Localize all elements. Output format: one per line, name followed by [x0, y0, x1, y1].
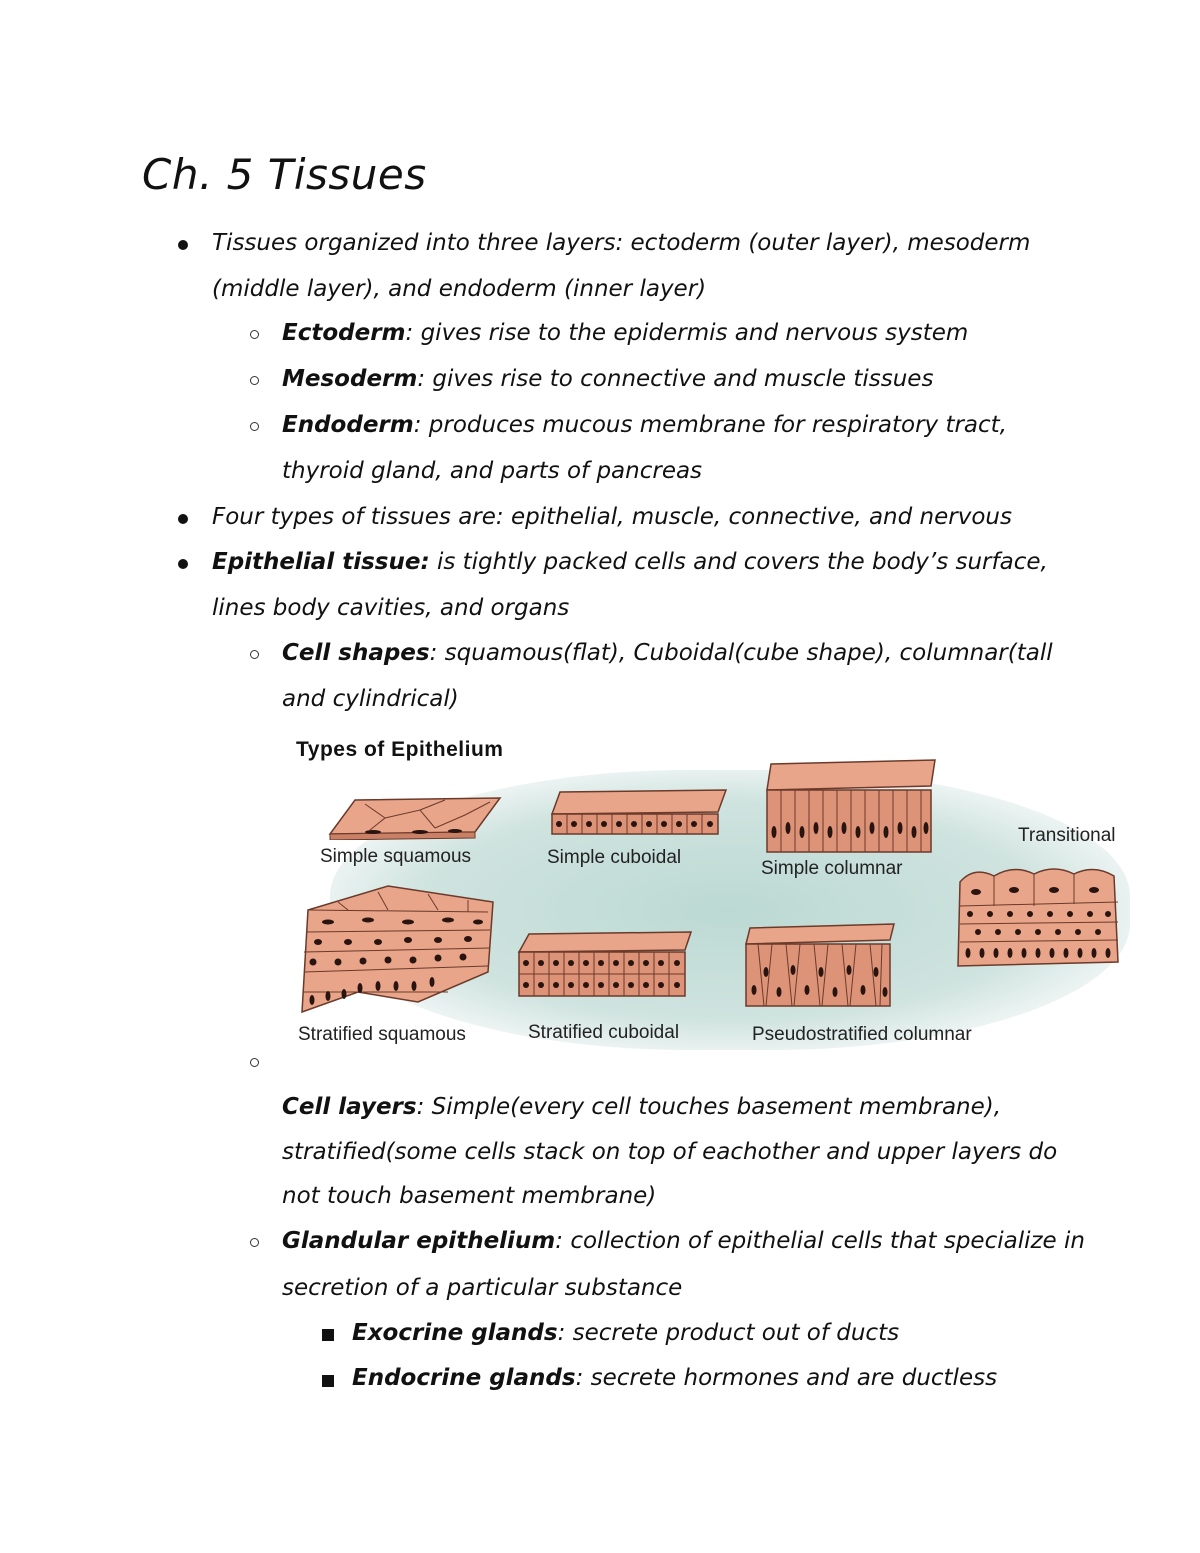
- term-epithelial: Epithelial tissue:: [212, 549, 430, 575]
- text-line: [282, 318, 968, 348]
- term-cell-shapes: Cell shapes: [282, 640, 430, 666]
- term-text: is tightly packed cells and covers the body’s surface,: [429, 549, 1048, 575]
- pseudostratified-columnar-illustration: [742, 920, 897, 1010]
- epithelium-figure: [290, 730, 1140, 1055]
- text-line: [352, 1318, 899, 1348]
- sub-sub-bullet-square: [322, 1329, 334, 1341]
- sub-bullet-circle: [250, 376, 259, 385]
- stratified-cuboidal-illustration: [515, 928, 695, 1000]
- term-text: : squamous(flat), Cuboidal(cube shape), columnar(tall: [429, 640, 1053, 666]
- text-line: [352, 1363, 997, 1393]
- bullet-dot: [178, 240, 188, 250]
- text-line: [282, 364, 933, 394]
- bullet-dot: [178, 559, 188, 569]
- term-mesoderm: Mesoderm: [282, 366, 418, 392]
- text-line: stratified(some cells stack on top of eachother and upper layers do: [282, 1139, 1058, 1165]
- text-line: Tissues organized into three layers: ectoderm (outer layer), mesoderm: [212, 230, 1031, 256]
- label-stratified-cuboidal: Stratified cuboidal: [528, 1022, 680, 1043]
- label-simple-cuboidal: Simple cuboidal: [547, 847, 682, 868]
- term-cell-layers: Cell layers: [282, 1094, 417, 1120]
- bullet-dot: [178, 514, 188, 524]
- term-glandular-epithelium: Glandular epithelium: [282, 1228, 556, 1254]
- sub-bullet-circle: [250, 422, 259, 431]
- text-line: [282, 1226, 1085, 1256]
- term-text: : secrete hormones and are ductless: [575, 1365, 998, 1391]
- term-endocrine-glands: Endocrine glands: [352, 1365, 576, 1391]
- text-line: [282, 1092, 1001, 1122]
- term-ectoderm: Ectoderm: [282, 320, 406, 346]
- text-line: and cylindrical): [282, 686, 459, 712]
- text-line: Four types of tissues are: epithelial, muscle, connective, and nervous: [212, 504, 1012, 530]
- simple-squamous-illustration: [325, 790, 505, 840]
- text-line: not touch basement membrane): [282, 1183, 657, 1209]
- label-stratified-squamous: Stratified squamous: [298, 1024, 466, 1045]
- term-text: : produces mucous membrane for respiratory tract,: [413, 412, 1007, 438]
- term-text: : collection of epithelial cells that specialize in: [555, 1228, 1085, 1254]
- label-transitional: Transitional: [1018, 825, 1116, 846]
- text-line: (middle layer), and endoderm (inner layer): [212, 276, 707, 302]
- simple-cuboidal-illustration: [548, 786, 728, 838]
- term-endoderm: Endoderm: [282, 412, 414, 438]
- text-line: lines body cavities, and organs: [212, 595, 570, 621]
- term-text: : secrete product out of ducts: [557, 1320, 900, 1346]
- simple-columnar-illustration: [763, 756, 938, 856]
- text-line: [282, 410, 1007, 440]
- sub-sub-bullet-square: [322, 1375, 334, 1387]
- figure-title: Types of Epithelium: [296, 738, 504, 761]
- term-text: : Simple(every cell touches basement membrane),: [416, 1094, 1002, 1120]
- sub-bullet-circle: [250, 1058, 259, 1067]
- transitional-illustration: [954, 862, 1124, 970]
- term-text: : gives rise to connective and muscle tissues: [417, 366, 934, 392]
- sub-bullet-circle: [250, 1238, 259, 1247]
- stratified-squamous-illustration: [298, 882, 498, 1017]
- sub-bullet-circle: [250, 330, 259, 339]
- page-title: Ch. 5 Tissues: [142, 150, 427, 199]
- term-text: : gives rise to the epidermis and nervous system: [405, 320, 969, 346]
- label-simple-squamous: Simple squamous: [320, 846, 472, 867]
- text-line: [212, 547, 1048, 577]
- label-pseudostratified-columnar: Pseudostratified columnar: [752, 1024, 972, 1045]
- label-simple-columnar: Simple columnar: [761, 858, 903, 879]
- text-line: [282, 638, 1053, 668]
- term-exocrine-glands: Exocrine glands: [352, 1320, 558, 1346]
- text-line: thyroid gland, and parts of pancreas: [282, 458, 703, 484]
- sub-bullet-circle: [250, 650, 259, 659]
- text-line: secretion of a particular substance: [282, 1275, 683, 1301]
